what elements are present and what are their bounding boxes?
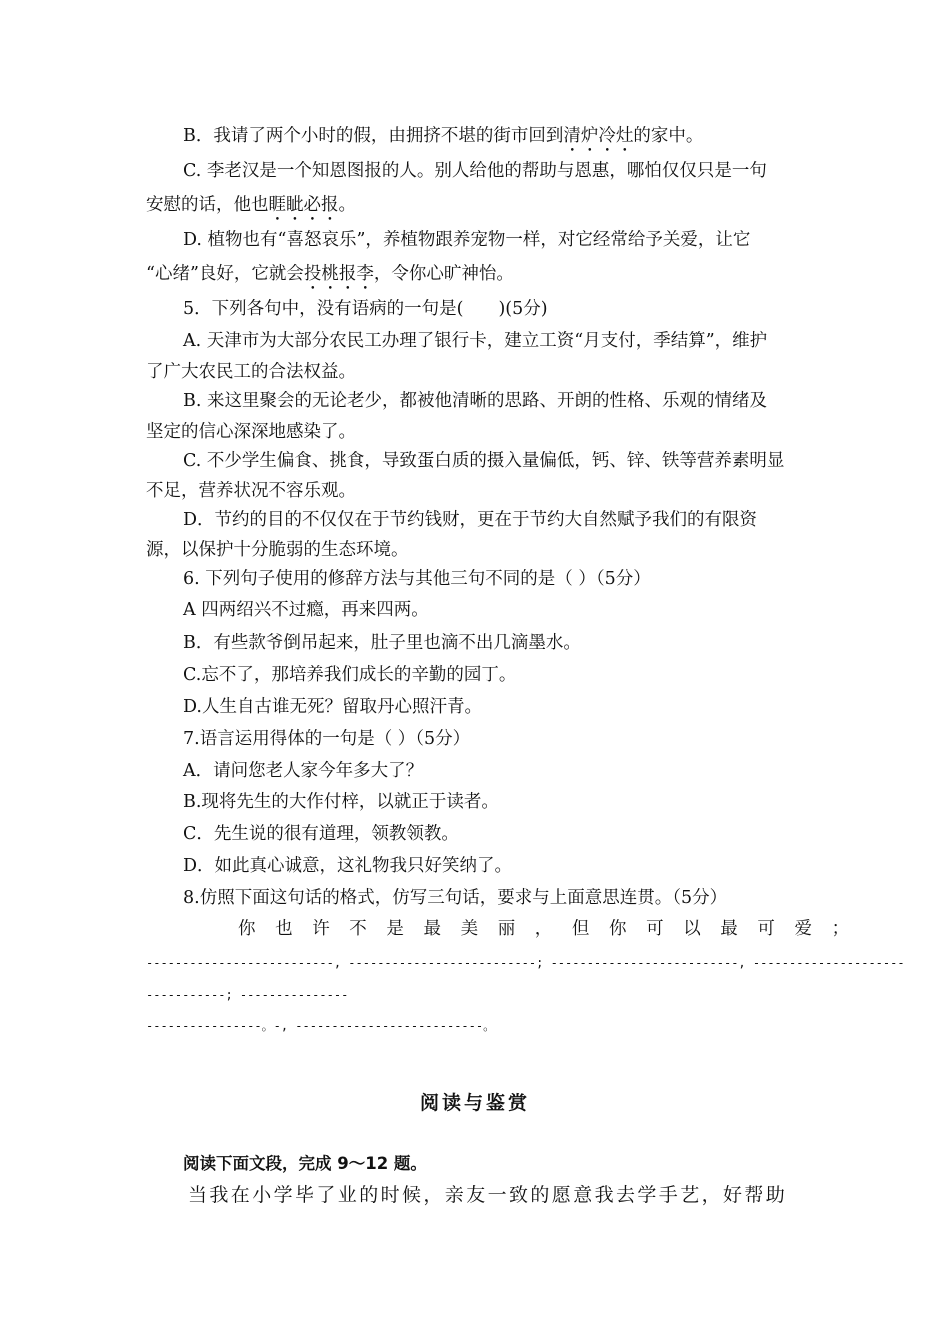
q5-option-c-line2: 不足，营养状况不容乐观。 <box>146 481 356 501</box>
q5-option-b-line2: 坚定的信心深深地感染了。 <box>146 422 356 442</box>
text: 安慰的话，他也 <box>146 195 269 215</box>
q4-option-c-line2 <box>146 193 808 225</box>
reading-instruction: 阅读下面文段，完成 9～12 题。 <box>183 1154 427 1173</box>
text: B．我请了两个小时的假，由拥挤不堪的街市回到 <box>183 126 564 146</box>
q5-option-a-line1: A. 天津市为大部分农民工办理了银行卡，建立工资“月支付，季结算”，维护 <box>183 331 768 351</box>
q5-option-a-line2: 了广大农民工的合法权益。 <box>146 362 356 382</box>
q7-option-c: C．先生说的很有道理，领教领教。 <box>183 824 459 844</box>
emphasized-idiom: 投桃报李 <box>303 264 374 284</box>
q6-option-b: B．有些款爷倒吊起来，肚子里也滴不出几滴墨水。 <box>183 633 581 653</box>
text: 的家中。 <box>633 126 704 146</box>
q7-option-b: B.现将先生的大作付梓，以就正于读者。 <box>183 792 499 812</box>
answer-blank-line1: --------------------------, --------------------------; --------------------------, --------------------- <box>146 956 905 970</box>
text: ，令你心旷神怡。 <box>373 264 514 284</box>
q8-example-sentence: 你也许不是最美丽，但你可以最可爱； <box>238 919 869 939</box>
q5-option-c-line1: C. 不少学生偏食、挑食，导致蛋白质的摄入量偏低，钙、锌、铁等营养素明显 <box>183 451 785 471</box>
question-5: 5．下列各句中，没有语病的一句是( )(5分) <box>183 299 548 319</box>
emphasized-idiom: 睚眦必报 <box>268 195 339 215</box>
question-8: 8.仿照下面这句话的格式，仿写三句话，要求与上面意思连贯。（5分） <box>183 888 728 908</box>
q4-option-b <box>183 124 808 156</box>
q4-option-c-line1: C. 李老汉是一个知恩图报的人。别人给他的帮助与恩惠，哪怕仅仅只是一句 <box>183 161 767 181</box>
q6-option-c: C.忘不了，那培养我们成长的辛勤的园丁。 <box>183 665 517 685</box>
passage-first-line: 当我在小学毕了业的时候，亲友一致的愿意我去学手艺，好帮助 <box>188 1184 788 1206</box>
q4-option-d-line1: D. 植物也有“喜怒哀乐”，养植物跟养宠物一样，对它经常给予关爱，让它 <box>183 230 751 250</box>
q7-option-d: D．如此真心诚意，这礼物我只好笑纳了。 <box>183 856 513 876</box>
text: “心绪”良好，它就会 <box>146 264 304 284</box>
question-6: 6. 下列句子使用的修辞方法与其他三句不同的是（ ）（5分） <box>183 569 651 589</box>
q4-option-d-line2 <box>146 262 808 294</box>
q5-option-d-line2: 源，以保护十分脆弱的生态环境。 <box>146 540 409 560</box>
text: 。 <box>338 195 356 215</box>
answer-blank-line3: ----------------。-, --------------------------。 <box>146 1019 496 1033</box>
section-title: 阅读与鉴赏 <box>419 1092 530 1114</box>
question-7: 7.语言运用得体的一句是（ ）（5分） <box>183 729 471 749</box>
q6-option-d: D.人生自古谁无死？留取丹心照汗青。 <box>183 697 482 717</box>
q5-option-d-line1: D．节约的目的不仅仅在于节约钱财，更在于节约大自然赋予我们的有限资 <box>183 510 758 530</box>
q5-option-b-line1: B. 来这里聚会的无论老少，都被他清晰的思路、开朗的性格、乐观的情绪及 <box>183 391 767 411</box>
answer-blank-line2: -----------; --------------- <box>146 988 349 1002</box>
q6-option-a: A 四两绍兴不过瘾，再来四两。 <box>183 600 429 620</box>
q7-option-a: A．请问您老人家今年多大了？ <box>183 761 424 781</box>
emphasized-idiom: 清炉冷灶 <box>563 126 634 146</box>
